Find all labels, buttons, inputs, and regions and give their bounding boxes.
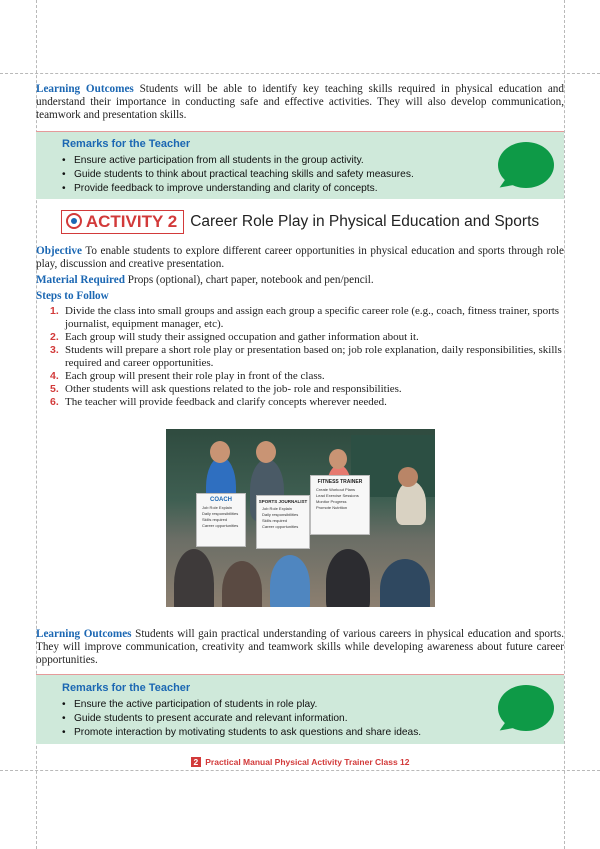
material-required (36, 274, 564, 287)
step-item: 3. Students will prepare a short role play or presentation based on; job role explanation, daily responsibilities, skills required and career opportunities. (50, 344, 562, 369)
learning-outcomes-2 (36, 628, 564, 667)
remarks-item: • Guide students to think about practical teaching skills and safety measures. (62, 168, 564, 182)
learning-outcomes-label: Learning Outcomes (36, 83, 134, 95)
step-item: 6. The teacher will provide feedback and clarify concepts wherever needed. (50, 396, 387, 408)
student-head (210, 441, 230, 463)
sign-sports-journalist: SPORTS JOURNALIST Job Role Explain Daily responsibilities Skills required Career opportunities (256, 495, 310, 549)
remarks-list (36, 154, 564, 196)
remarks-item: • Ensure active participation from all students in the group activity. (62, 154, 564, 168)
sign-fitness-trainer: FITNESS TRAINER Create Workout Plans Lead Exercise Sessions Monitor Progress Promote Nutrition (310, 475, 370, 535)
remarks-box-2 (36, 674, 564, 744)
remarks-list (36, 698, 564, 740)
remarks-title: Remarks for the Teacher (62, 138, 191, 150)
activity-badge (61, 210, 184, 234)
remarks-box-1 (36, 131, 564, 199)
speech-bubble-icon (498, 685, 554, 731)
teacher-figure (396, 481, 426, 525)
crop-mark-top (0, 73, 600, 74)
step-item: 4. Each group will present their role play in front of the class. (50, 370, 325, 382)
learning-outcomes-1 (36, 83, 564, 122)
teacher-head (398, 467, 418, 487)
student-head (329, 449, 347, 469)
step-item: 2. Each group will study their assigned occupation and gather information about it. (50, 331, 419, 343)
objective-text: To enable students to explore different career opportunities in physical education and sports through role play, discussion and creative presentation. (36, 245, 564, 270)
page-footer (0, 757, 600, 767)
seated-student (380, 559, 430, 607)
activity-body (36, 245, 564, 409)
learning-outcomes-text: Students will gain practical understanding of various careers in physical education and sports. They will improve communication, creativity and teamwork skills while developing awareness about future career opportunities. (36, 628, 564, 666)
crop-mark-bottom (0, 770, 600, 771)
steps-heading: Steps to Follow (36, 290, 109, 302)
classroom-photo (166, 429, 435, 607)
material-label: Material Required (36, 274, 125, 286)
objective (36, 245, 564, 271)
seated-student (222, 561, 262, 607)
activity-header (0, 210, 600, 234)
remarks-item: • Ensure the active participation of students in role play. (62, 698, 564, 712)
footer-title: Practical Manual Physical Activity Trainer Class 12 (205, 757, 410, 767)
seated-student (270, 555, 310, 607)
remarks-item: • Provide feedback to improve understanding and clarity of concepts. (62, 182, 564, 196)
remarks-item: • Guide students to present accurate and relevant information. (62, 712, 564, 726)
activity-icon (66, 213, 82, 229)
steps-list (36, 305, 564, 409)
learning-outcomes-label: Learning Outcomes (36, 628, 132, 640)
crop-mark-right (564, 0, 565, 849)
speech-bubble-icon (498, 142, 554, 188)
seated-student (326, 549, 370, 607)
remarks-title: Remarks for the Teacher (62, 682, 191, 694)
step-item: 1. Divide the class into small groups and assign each group a specific career role (e.g., coach, fitness trainer, sports journalist, equipment manager, etc). (50, 305, 560, 330)
remarks-item: • Promote interaction by motivating students to ask questions and share ideas. (62, 726, 564, 740)
sign-coach: COACH Job Role Explain Daily responsibilities Skills required Career opportunities (196, 493, 246, 547)
activity-title: Career Role Play in Physical Education and Sports (190, 213, 540, 230)
page-number: 2 (191, 757, 202, 767)
material-text: Props (optional), chart paper, notebook and pen/pencil. (124, 274, 374, 286)
step-item: 5. Other students will ask questions related to the job- role and responsibilities. (50, 383, 402, 395)
activity-label: ACTIVITY 2 (85, 212, 178, 231)
seated-student (174, 549, 214, 607)
learning-outcomes-text: Students will be able to identify key teaching skills required in physical education and understand their importance in conducting safe and effective activities. They will also develop communication, teamwork and presentation skills. (36, 83, 564, 121)
student-head (256, 441, 276, 463)
objective-label: Objective (36, 245, 82, 257)
